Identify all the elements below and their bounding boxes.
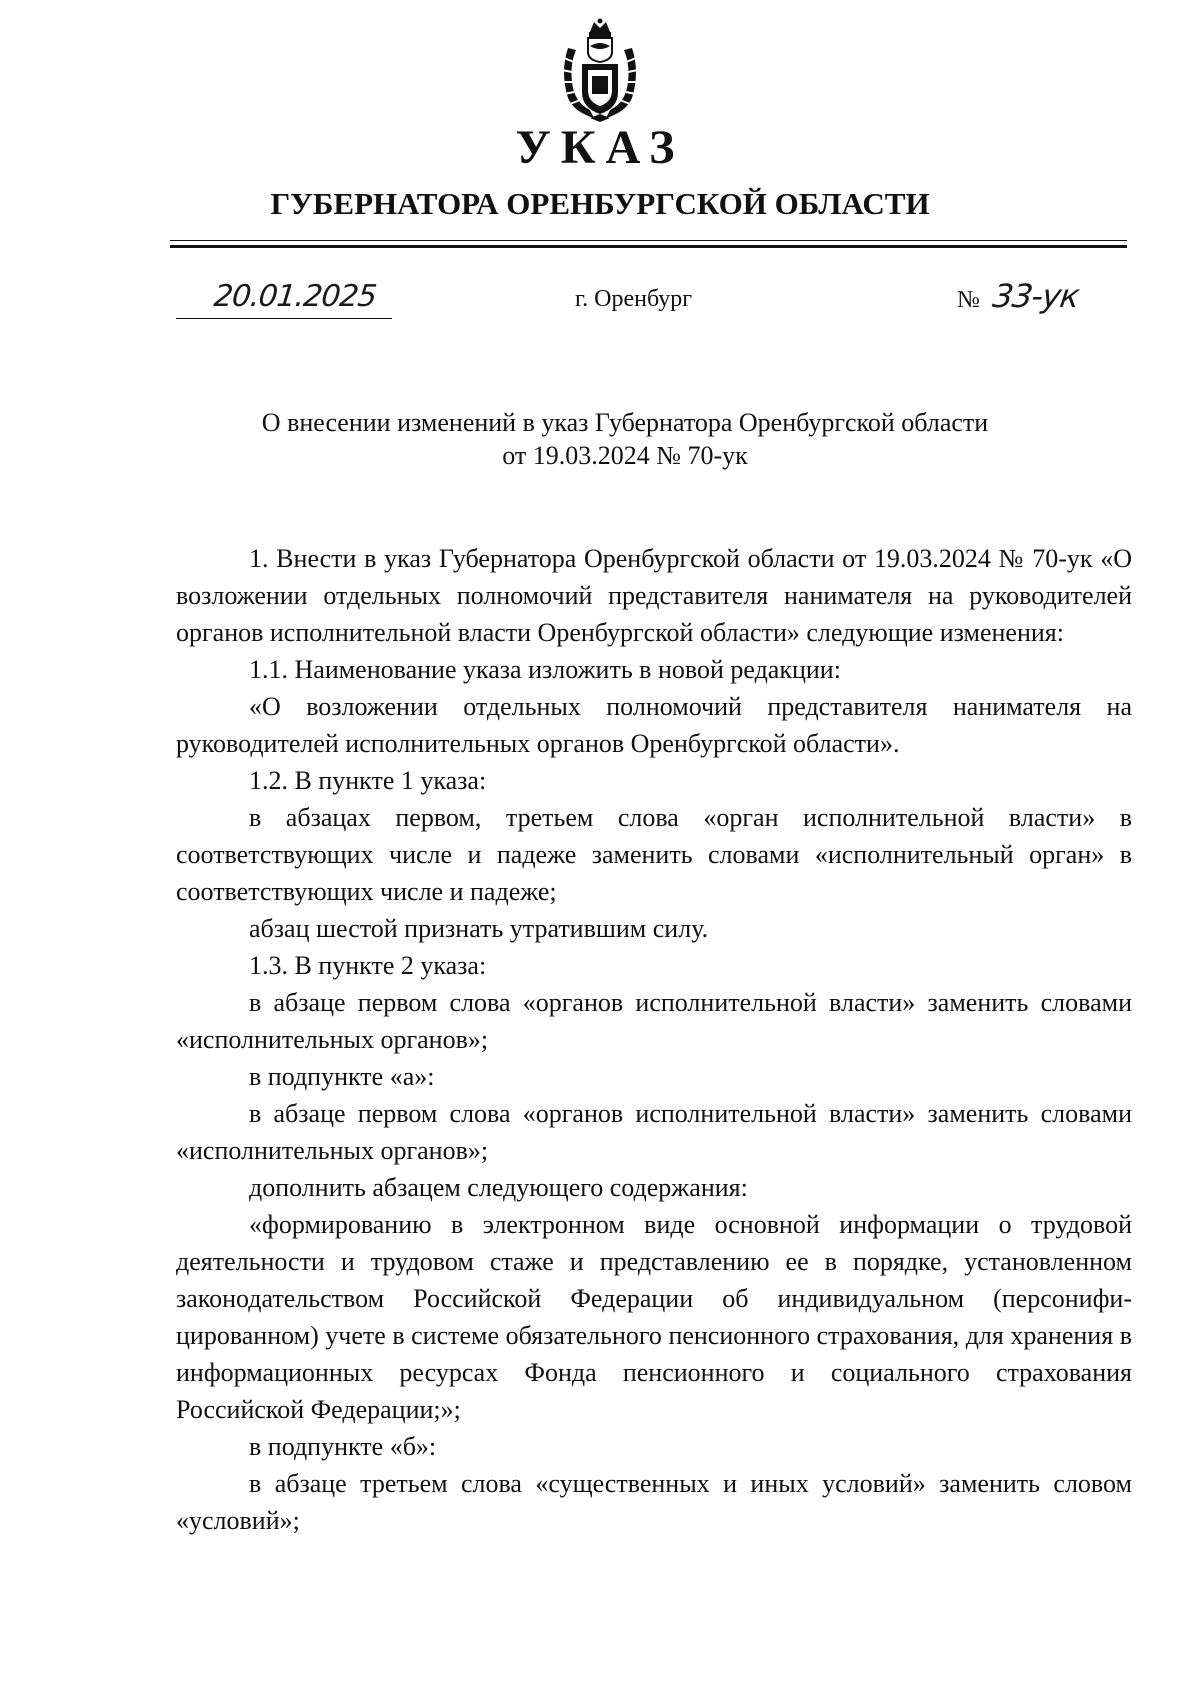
number-sign: № (957, 287, 980, 313)
number-value: 33-ук (990, 277, 1082, 315)
paragraph: в абзацах первом, третьем слова «орган исполнительной власти» в соответствующих числе и падеже заменить словами «исполнительный орган» в соответствующих числе и падеже; (176, 803, 1132, 906)
paragraph: 1.3. В пункте 2 указа: (249, 951, 487, 980)
date-field (176, 278, 392, 319)
paragraph: 1.1. Наименование указа изложить в новой редакции: (249, 655, 841, 684)
paragraph: в подпункте «б»: (249, 1432, 437, 1461)
document-type: УКАЗ (515, 121, 685, 174)
title-line: О внесении изменений в указ Губернатора Оренбургской области (261, 408, 989, 437)
paragraph: «формированию в электронном виде основной информации о трудовой деятельности и трудовом стаже и представлению ее в порядке, установленном законодательством Российской Федерации об индивидуальном (персонифи-цированном) учете в системе обязательного пенсионного страхования, для хранения в информационных ресурсах Фонда пенсионного и социального страхования Российской Федерации;»; (176, 1210, 1132, 1424)
paragraph: в абзаце третьем слова «существенных и иных условий» заменить словом «условий»; (176, 1469, 1132, 1535)
paragraph: «О возложении отдельных полномочий представителя нанимателя на руководителей исполнительных органов Оренбургской области». (176, 692, 1132, 758)
coat-of-arms-icon (554, 18, 646, 122)
paragraph: в абзаце первом слова «органов исполнительной власти» заменить словами «исполнительных органов»; (176, 1099, 1132, 1165)
date-value: 20.01.2025 (212, 279, 378, 314)
document-body (176, 540, 1132, 1539)
paragraph: в подпункте «а»: (249, 1062, 435, 1091)
paragraph: дополнить абзацем следующего содержания: (249, 1173, 748, 1202)
paragraph: 1.2. В пункте 1 указа: (249, 766, 487, 795)
header-divider-thin (170, 240, 1127, 241)
document-title (200, 406, 1050, 472)
paragraph: в абзаце первом слова «органов исполнительной власти» заменить словами «исполнительных органов»; (176, 988, 1132, 1054)
header-divider-thick (170, 245, 1127, 248)
issuer-title: ГУБЕРНАТОРА ОРЕНБУРГСКОЙ ОБЛАСТИ (270, 186, 930, 221)
city: г. Оренбург (575, 286, 693, 312)
title-line: от 19.03.2024 № 70-ук (502, 441, 748, 470)
paragraph: абзац шестой признать утратившим силу. (249, 914, 709, 943)
paragraph: 1. Внести в указ Губернатора Оренбургской области от 19.03.2024 № 70-ук «О возложении отдельных полномочий представителя нанимателя на руководителей органов исполнительной власти Оренбургской области» следующие изменения: (176, 544, 1132, 647)
